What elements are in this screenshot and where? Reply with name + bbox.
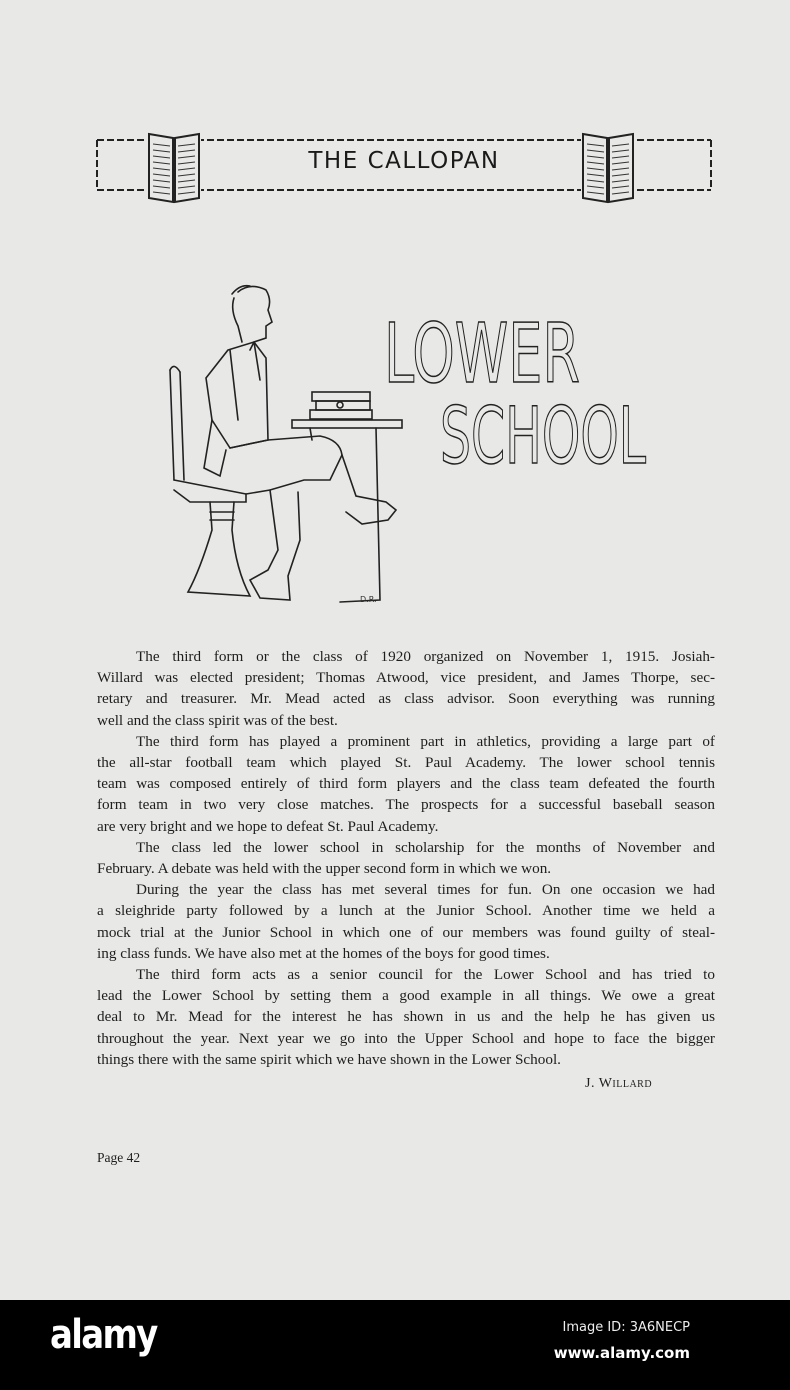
alamy-logo: alamy <box>50 1312 157 1358</box>
text-line: well and the class spirit was of the best. <box>97 711 338 729</box>
text-line: are very bright and we hope to defeat St. Paul Academy. <box>97 817 439 835</box>
author-signature: J. Willard <box>585 1076 653 1091</box>
text-line: February. A debate was held with the upper second form in which we won. <box>97 860 552 878</box>
text-line: The third form or the class of 1920 organized on November 1, 1915. Josiah- <box>136 648 715 665</box>
illustration <box>150 280 660 610</box>
watermark-bar <box>0 1300 790 1390</box>
paragraph <box>97 879 715 964</box>
paragraph <box>97 646 715 731</box>
boy-at-desk-drawing <box>150 280 660 610</box>
paragraph <box>97 964 715 1070</box>
text-line: Willard was elected president; Thomas Atwood, vice president, and James Thorpe, sec- <box>97 669 715 687</box>
text-line: the all-star football team which played St. Paul Academy. The lower school tennis <box>97 754 715 772</box>
text-line: ing class funds. We have also met at the homes of the boys for good times. <box>97 944 550 962</box>
article-body <box>97 646 715 1070</box>
paragraph <box>97 837 715 879</box>
header-banner <box>95 128 713 208</box>
text-line: retary and treasurer. Mr. Mead acted as class advisor. Soon everything was running <box>97 690 715 708</box>
text-line: mock trial at the Junior School in which one of our members was found guilty of steal- <box>97 923 715 941</box>
artist-initials: D.R. <box>360 595 377 604</box>
image-id: Image ID: 3A6NECP <box>562 1320 690 1335</box>
text-line: form team in two very close matches. The prospects for a successful baseball season <box>97 796 715 814</box>
text-line: The third form acts as a senior council for the Lower School and has tried to <box>136 966 715 984</box>
text-line: team was composed entirely of third form players and the class team defeated the fourth <box>97 775 715 793</box>
text-line: things there with the same spirit which we have shown in the Lower School. <box>97 1050 561 1068</box>
page-number: Page 42 <box>97 1150 141 1165</box>
site-url: www.alamy.com <box>553 1344 690 1362</box>
lower-heading: LOWER <box>384 307 580 402</box>
text-line: During the year the class has met several times for fun. On one occasion we had <box>136 881 715 899</box>
text-line: deal to Mr. Mead for the interest he has shown in us and the help he has given us <box>97 1008 715 1026</box>
school-heading: SCHOOL <box>440 392 647 482</box>
text-line: The class led the lower school in scholarship for the months of November and <box>136 838 715 856</box>
paragraph <box>97 731 715 837</box>
text-line: The third form has played a prominent part in athletics, providing a large part of <box>136 732 715 750</box>
text-line: a sleighride party followed by a lunch at the Junior School. Another time we held a <box>97 902 715 920</box>
text-line: lead the Lower School by setting them a good example in all things. We owe a great <box>97 987 715 1005</box>
publication-title: THE CALLOPAN <box>308 148 500 174</box>
text-line: throughout the year. Next year we go into the Upper School and hope to face the bigger <box>97 1029 715 1047</box>
